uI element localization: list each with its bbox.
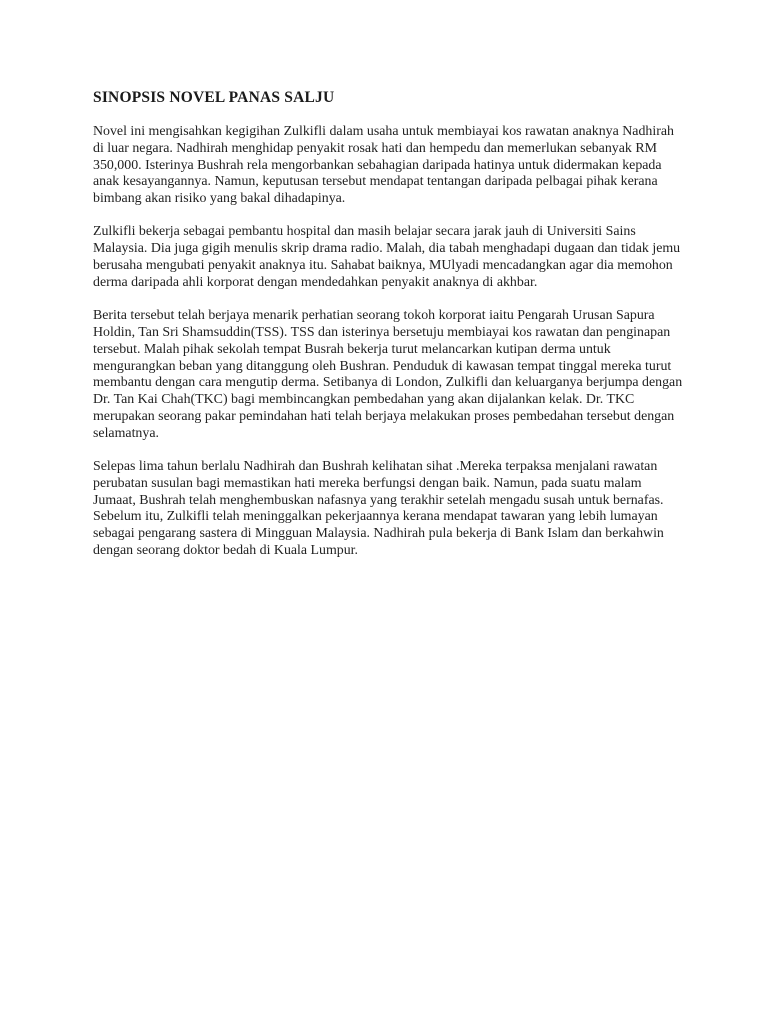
paragraph-1: Novel ini mengisahkan kegigihan Zulkifli dalam usaha untuk membiayai kos rawatan anaknya Nadhirah di luar negara. Nadhirah menghidap penyakit rosak hati dan hempedu dan memerlukan sebanyak RM 350,000. Isterinya Bushrah rela mengorbankan sebahagian daripada hatinya untuk didermakan kepada anak kesayangannya. Namun, keputusan tersebut mendapat tentangan daripada pelbagai pihak kerana bimbang akan risiko yang bakal dihadapinya. bbox=[93, 124, 674, 207]
document-title: SINOPSIS NOVEL PANAS SALJU bbox=[93, 89, 335, 106]
document-body bbox=[93, 89, 683, 576]
paragraph-4: Selepas lima tahun berlalu Nadhirah dan Bushrah kelihatan sihat .Mereka terpaksa menjalani rawatan perubatan susulan bagi memastikan hati mereka berfungsi dengan baik. Namun, pada suatu malam Jumaat, Bushrah telah menghembuskan nafasnya yang terakhir setelah mengadu susah untuk bernafas. Sebelum itu, Zulkifli telah meninggalkan pekerjaannya kerana mendapat tawaran yang lebih lumayan sebagai pengarang sastera di Mingguan Malaysia. Nadhirah pula bekerja di Bank Islam dan berkahwin dengan seorang doktor bedah di Kuala Lumpur. bbox=[93, 459, 664, 559]
paragraph-3: Berita tersebut telah berjaya menarik perhatian seorang tokoh korporat iaitu Pengarah Urusan Sapura Holdin, Tan Sri Shamsuddin(TSS). TSS dan isterinya bersetuju membiayai kos rawatan dan penginapan tersebut. Malah pihak sekolah tempat Busrah bekerja turut melancarkan kutipan derma untuk mengurangkan beban yang ditanggung oleh Bushran. Penduduk di kawasan tempat tinggal mereka turut membantu dengan cara mengutip derma. Setibanya di London, Zulkifli dan keluarganya berjumpa dengan Dr. Tan Kai Chah(TKC) bagi membincangkan pembedahan yang akan dijalankan kelak. Dr. TKC merupakan seorang pakar pemindahan hati telah berjaya melakukan proses pembedahan tersebut dengan selamatnya. bbox=[93, 308, 683, 441]
paragraph-2: Zulkifli bekerja sebagai pembantu hospital dan masih belajar secara jarak jauh di Universiti Sains Malaysia. Dia juga gigih menulis skrip drama radio. Malah, dia tabah menghadapi dugaan dan tidak jemu berusaha mengubati penyakit anaknya itu. Sahabat baiknya, MUlyadi mencadangkan agar dia memohon derma daripada ahli korporat dengan mendedahkan penyakit anaknya di akhbar. bbox=[93, 224, 681, 290]
